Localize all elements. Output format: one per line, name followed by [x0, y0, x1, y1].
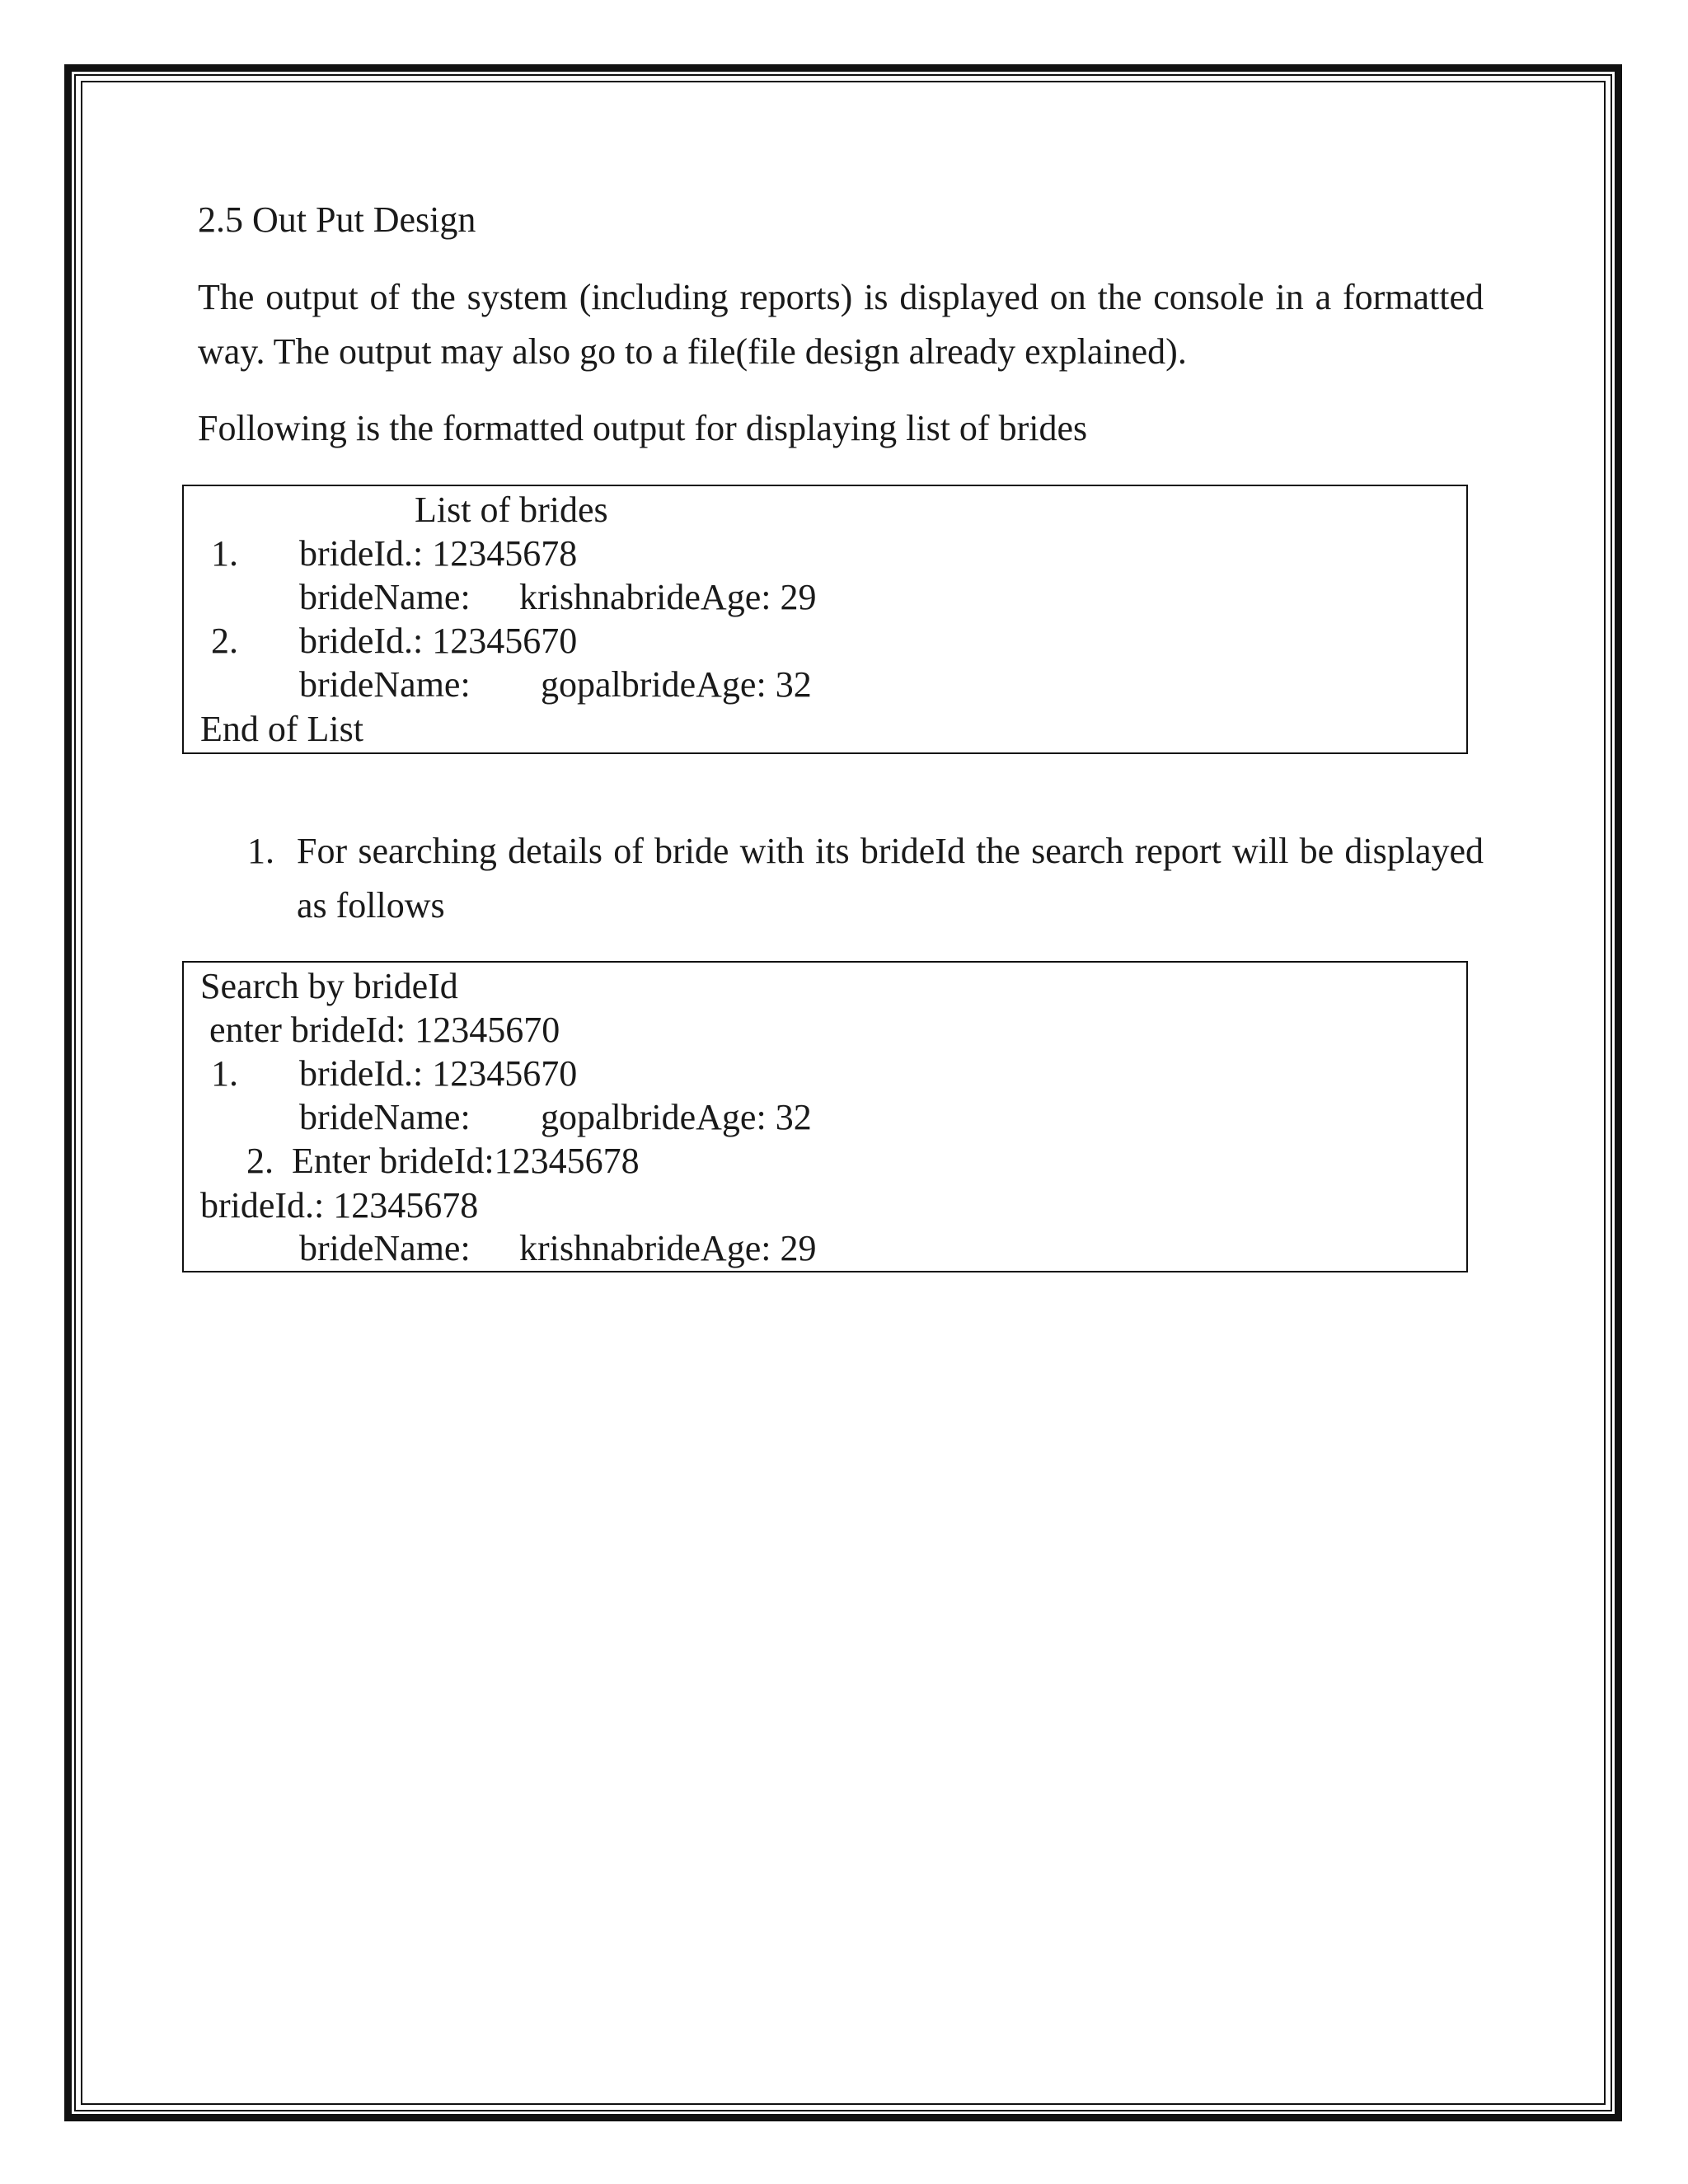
list-entry-2-name-value: gopalbrideAge: 32	[541, 664, 812, 705]
search-result-name-value: gopalbrideAge: 32	[541, 1097, 812, 1137]
list-entry-2-number: 2.	[211, 621, 238, 661]
search-second-name-label: brideName:	[299, 1228, 471, 1268]
following-text: Following is the formatted output for displaying list of brides	[198, 408, 1088, 448]
list-title: List of brides	[415, 490, 608, 530]
search-item-number: 1.	[247, 831, 274, 871]
search-second-prompt: 2. Enter brideId:12345678	[246, 1141, 640, 1181]
list-footer: End of List	[200, 709, 363, 749]
list-entry-1-id: brideId.: 12345678	[299, 533, 578, 574]
list-entry-2-name-label: brideName:	[299, 664, 471, 705]
list-of-brides-box	[182, 485, 1468, 754]
intro-paragraph: The output of the system (including reports) is displayed on the console in a formatted way. The output may also go to a file(file design already explained).	[198, 277, 1484, 372]
search-report-box	[182, 961, 1468, 1272]
list-entry-1-name-label: brideName:	[299, 577, 471, 617]
section-heading: 2.5 Out Put Design	[198, 199, 476, 240]
search-second-name-value: krishnabrideAge: 29	[519, 1228, 817, 1268]
list-entry-1-name-value: krishnabrideAge: 29	[519, 577, 817, 617]
search-box-prompt: enter brideId: 12345670	[209, 1010, 560, 1050]
search-item-text: For searching details of bride with its brideId the search report will be displayed as follows	[297, 831, 1484, 926]
list-entry-1-number: 1.	[211, 533, 238, 574]
search-result-number: 1.	[211, 1053, 238, 1094]
search-second-id: brideId.: 12345678	[200, 1185, 479, 1226]
search-result-id: brideId.: 12345670	[299, 1053, 578, 1094]
search-result-name-label: brideName:	[299, 1097, 471, 1137]
list-entry-2-id: brideId.: 12345670	[299, 621, 578, 661]
search-box-title: Search by brideId	[200, 966, 458, 1006]
